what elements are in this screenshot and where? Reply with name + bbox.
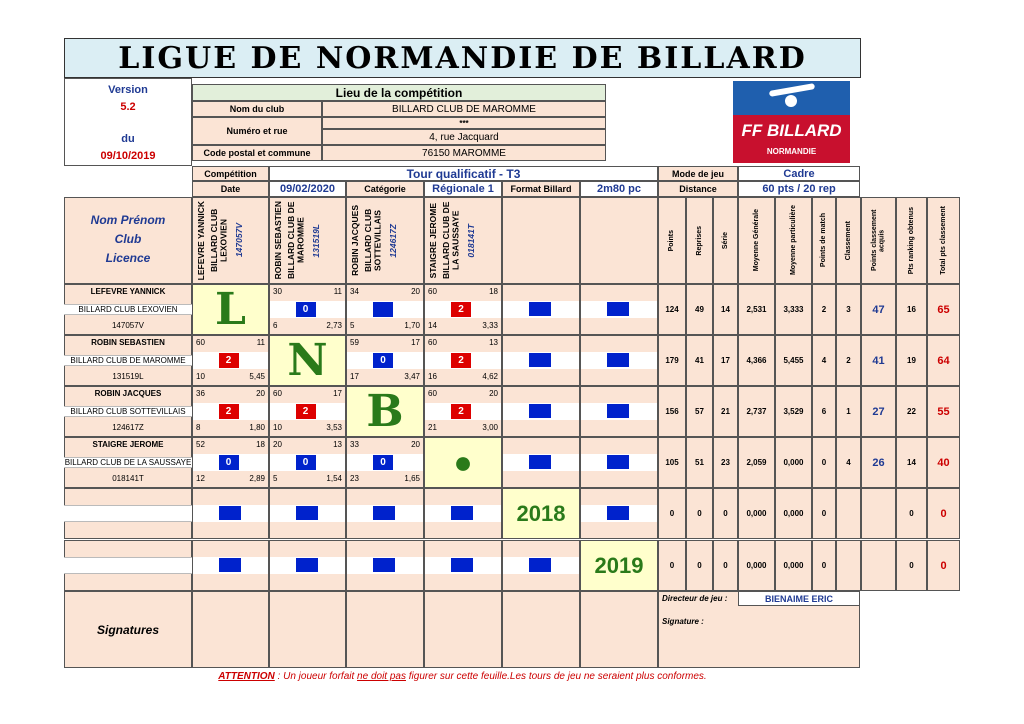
- stars: ***: [322, 117, 606, 129]
- competition-value: Tour qualificatif - T3: [269, 166, 658, 181]
- match-reprises: 11: [333, 287, 342, 296]
- match-points-box[interactable]: 0: [373, 353, 393, 368]
- player-header-line: Nom Prénom: [90, 213, 166, 227]
- match-points: 60: [196, 338, 205, 347]
- match-points: 20: [273, 440, 282, 449]
- match-reprises: 20: [411, 440, 420, 449]
- stat-cell-9: 0: [927, 488, 960, 539]
- match-points-box-empty[interactable]: [607, 404, 629, 418]
- match-cell-4-4: [502, 488, 580, 539]
- player-licence: 131519L: [112, 372, 144, 381]
- match-serie: 10: [273, 423, 282, 432]
- stat-cell-3: 2,737: [738, 386, 775, 437]
- signature-box-5[interactable]: [502, 591, 580, 668]
- opponent-header-2: [346, 197, 424, 284]
- warning-part-c: figurer sur cette feuille.Les tours de jeu ne seraient plus conformes.: [405, 671, 707, 682]
- rue-value: 4, rue Jacquard: [322, 129, 606, 145]
- match-points: 34: [350, 287, 359, 296]
- opponent-licence: 124617Z: [388, 223, 399, 258]
- stat-cell-5: 2: [812, 284, 836, 335]
- signature-label: Signature :: [662, 617, 704, 626]
- stat-header-text: Classement: [844, 220, 852, 261]
- match-reprises: 18: [489, 287, 498, 296]
- stat-header-text: Points: [668, 229, 676, 252]
- match-points-box-empty[interactable]: [529, 302, 551, 316]
- stat-cell-3: 2,059: [738, 437, 775, 488]
- match-points-box[interactable]: 2: [219, 353, 239, 368]
- match-serie: 14: [428, 321, 437, 330]
- player-name: ROBIN SEBASTIEN: [91, 338, 165, 347]
- empty-club-band: [64, 505, 192, 522]
- match-reprises: 13: [489, 338, 498, 347]
- match-points-box[interactable]: 0: [296, 455, 316, 470]
- stat-cell-7: [861, 540, 896, 591]
- stat-header-4: [775, 197, 812, 284]
- stat-cell-9: 40: [927, 437, 960, 488]
- stat-cell-1: 0: [686, 540, 713, 591]
- match-points-box-empty[interactable]: [451, 558, 473, 572]
- match-points-box[interactable]: 2: [219, 404, 239, 419]
- signature-box-2[interactable]: [269, 591, 346, 668]
- lieu-heading: Lieu de la compétition: [192, 84, 606, 101]
- match-points-box[interactable]: 0: [373, 455, 393, 470]
- diagonal-mark: N: [287, 335, 328, 386]
- player-licence: 018141T: [112, 474, 144, 483]
- match-points-box[interactable]: 0: [219, 455, 239, 470]
- stat-cell-5: 0: [812, 488, 836, 539]
- stat-cell-9: 55: [927, 386, 960, 437]
- stat-header-9: [927, 197, 960, 284]
- match-points-box-empty[interactable]: [607, 302, 629, 316]
- opponent-name: LEFEVRE YANNICK: [196, 200, 206, 281]
- signature-box-1[interactable]: [192, 591, 269, 668]
- page-title: LIGUE DE NORMANDIE DE BILLARD: [64, 38, 861, 78]
- diagonal-mark: 2019: [594, 552, 644, 578]
- match-points-box-empty[interactable]: [219, 506, 241, 520]
- match-reprises: 20: [256, 389, 265, 398]
- match-points: 36: [196, 389, 205, 398]
- player-licence: 124617Z: [112, 423, 144, 432]
- stat-header-text: Total pts classement: [939, 206, 947, 275]
- stat-cell-3: 4,366: [738, 335, 775, 386]
- player-name: LEFEVRE YANNICK: [90, 287, 166, 296]
- match-reprises: 13: [333, 440, 342, 449]
- directeur-value[interactable]: BIENAIME ERIC: [738, 591, 860, 606]
- stat-cell-7: 47: [861, 284, 896, 335]
- player-name: ROBIN JACQUES: [94, 389, 162, 398]
- stat-header-8: [896, 197, 927, 284]
- opponent-name: ROBIN JACQUES: [350, 205, 360, 276]
- rue-label: Numéro et rue: [192, 117, 322, 145]
- stat-header-text: Points de match: [820, 213, 828, 268]
- match-moyenne: 4,62: [482, 372, 498, 381]
- stat-cell-7: 27: [861, 386, 896, 437]
- stat-cell-6: 2: [836, 335, 861, 386]
- signature-box-6[interactable]: [580, 591, 658, 668]
- opponent-header-empty-1: [502, 197, 580, 284]
- signatures-label: Signatures: [64, 591, 192, 668]
- match-moyenne: 1,80: [249, 423, 265, 432]
- cat-label: Catégorie: [346, 181, 424, 197]
- match-cell-1-1: [269, 335, 346, 386]
- opponent-name: STAIGRE JEROME: [428, 202, 438, 279]
- stat-cell-8: 0: [896, 488, 927, 539]
- opponent-header-3: [424, 197, 502, 284]
- stat-cell-2: 17: [713, 335, 738, 386]
- diagonal-mark: L: [215, 284, 246, 335]
- stat-cell-4: 3,529: [775, 386, 812, 437]
- match-points-box-empty[interactable]: [451, 506, 473, 520]
- version-date: 09/10/2019: [100, 150, 156, 162]
- match-serie: 21: [428, 423, 437, 432]
- match-points-box[interactable]: 2: [451, 404, 471, 419]
- stat-cell-4: 0,000: [775, 540, 812, 591]
- stat-cell-5: 0: [812, 437, 836, 488]
- dist-value: 60 pts / 20 rep: [738, 181, 860, 197]
- match-serie: 23: [350, 474, 359, 483]
- warning-part-b: ne doit pas: [357, 671, 406, 682]
- player-header-line: Club: [114, 232, 142, 246]
- stat-cell-9: 65: [927, 284, 960, 335]
- ffbillard-logo: [733, 81, 850, 163]
- stat-cell-8: 22: [896, 386, 927, 437]
- date-label: Date: [192, 181, 269, 197]
- competition-label: Compétition: [192, 166, 269, 181]
- match-cell-0-0: [192, 284, 269, 335]
- match-points: 52: [196, 440, 205, 449]
- match-points-box-empty[interactable]: [529, 558, 551, 572]
- match-cell-3-3: [424, 437, 502, 488]
- version-du: du: [121, 133, 135, 145]
- match-serie: 12: [196, 474, 205, 483]
- stat-cell-2: 21: [713, 386, 738, 437]
- stat-cell-3: 2,531: [738, 284, 775, 335]
- stat-cell-5: 0: [812, 540, 836, 591]
- opponent-licence: 131519L: [311, 223, 322, 258]
- stat-cell-1: 0: [686, 488, 713, 539]
- match-moyenne: 3,33: [482, 321, 498, 330]
- date-value: 09/02/2020: [269, 181, 346, 197]
- stat-cell-5: 6: [812, 386, 836, 437]
- match-points-box[interactable]: 2: [451, 353, 471, 368]
- signature-box-3[interactable]: [346, 591, 424, 668]
- match-points: 60: [273, 389, 282, 398]
- format-value: 2m80 pc: [580, 181, 658, 197]
- match-points-box-empty[interactable]: [296, 558, 318, 572]
- match-reprises: 20: [489, 389, 498, 398]
- stat-header-1: [686, 197, 713, 284]
- match-points-box-empty[interactable]: [373, 558, 395, 572]
- stat-header-text: Points classement acquis: [870, 209, 886, 272]
- match-cell-5-5: [580, 540, 658, 591]
- stat-cell-9: 0: [927, 540, 960, 591]
- match-points-box-empty[interactable]: [607, 353, 629, 367]
- stat-cell-3: 0,000: [738, 488, 775, 539]
- match-reprises: 11: [256, 338, 265, 347]
- player-club: BILLARD CLUB SOTTEVILLAIS: [64, 406, 192, 417]
- stat-header-text: Pts ranking obtenus: [907, 206, 915, 275]
- stat-cell-1: 57: [686, 386, 713, 437]
- match-serie: 5: [350, 321, 355, 330]
- format-label: Format Billard: [502, 181, 580, 197]
- stat-cell-2: 0: [713, 540, 738, 591]
- club-value: BILLARD CLUB DE MAROMME: [322, 101, 606, 117]
- stat-header-text: Moyenne Générale: [752, 209, 760, 272]
- warning-part-a: : Un joueur forfait: [274, 671, 358, 682]
- player-name: STAIGRE JEROME: [92, 440, 164, 449]
- stat-header-3: [738, 197, 775, 284]
- stat-header-0: [658, 197, 686, 284]
- logo-text: FF BILLARD: [741, 121, 842, 140]
- match-points-box-empty[interactable]: [529, 455, 551, 469]
- match-points-box-empty[interactable]: [607, 506, 629, 520]
- opponent-club: BILLARD CLUB LEXOVIEN: [209, 208, 229, 273]
- match-points: 60: [428, 287, 437, 296]
- match-points: 33: [350, 440, 359, 449]
- opponent-header-1: [269, 197, 346, 284]
- diagonal-mark: B: [366, 386, 404, 437]
- stat-cell-0: 179: [658, 335, 686, 386]
- cp-label: Code postal et commune: [192, 145, 322, 161]
- opponent-header-0: [192, 197, 269, 284]
- stat-cell-7: 26: [861, 437, 896, 488]
- match-points-box-empty[interactable]: [219, 558, 241, 572]
- stat-cell-0: 0: [658, 488, 686, 539]
- stat-cell-1: 49: [686, 284, 713, 335]
- club-label: Nom du club: [192, 101, 322, 117]
- dist-label: Distance: [658, 181, 738, 197]
- match-serie: 10: [196, 372, 205, 381]
- match-points-box-empty[interactable]: [529, 404, 551, 418]
- opponent-club: BILLARD CLUB DE MAROMME: [286, 201, 306, 280]
- stat-header-2: [713, 197, 738, 284]
- player-header-line: Licence: [105, 251, 151, 265]
- stat-cell-8: 16: [896, 284, 927, 335]
- opponent-name: ROBIN SEBASTIEN: [273, 201, 283, 280]
- stat-header-text: Moyenne particulière: [789, 205, 797, 276]
- match-moyenne: 1,70: [404, 321, 420, 330]
- stat-cell-0: 124: [658, 284, 686, 335]
- stat-cell-2: 0: [713, 488, 738, 539]
- stat-cell-0: 105: [658, 437, 686, 488]
- player-club: BILLARD CLUB DE LA SAUSSAYE: [64, 458, 192, 467]
- stat-cell-2: 23: [713, 437, 738, 488]
- match-points-box-empty[interactable]: [296, 506, 318, 520]
- directeur-label: Directeur de jeu :: [662, 594, 728, 603]
- stat-header-text: Reprises: [695, 225, 703, 256]
- player-licence: 147057V: [111, 321, 145, 330]
- cp-value: 76150 MAROMME: [322, 145, 606, 161]
- stat-cell-7: [861, 488, 896, 539]
- opponent-licence: 018141T: [466, 223, 477, 258]
- stat-cell-4: 3,333: [775, 284, 812, 335]
- match-serie: 16: [428, 372, 437, 381]
- match-points-box[interactable]: 2: [296, 404, 316, 419]
- signature-box-4[interactable]: [424, 591, 502, 668]
- stat-cell-0: 0: [658, 540, 686, 591]
- match-points-box-empty[interactable]: [529, 353, 551, 367]
- player-club: BILLARD CLUB DE MAROMME: [64, 355, 192, 366]
- stat-cell-6: [836, 540, 861, 591]
- cat-value: Régionale 1: [424, 181, 502, 197]
- match-points: 30: [273, 287, 282, 296]
- stat-cell-3: 0,000: [738, 540, 775, 591]
- opponent-club: BILLARD CLUB DE LA SAUSSAYE: [441, 201, 461, 280]
- stat-cell-6: [836, 488, 861, 539]
- version-label: Version: [108, 84, 148, 96]
- attention-note: [64, 671, 861, 682]
- stat-cell-6: 1: [836, 386, 861, 437]
- stat-cell-7: 41: [861, 335, 896, 386]
- stat-header-6: [836, 197, 861, 284]
- stat-cell-2: 14: [713, 284, 738, 335]
- stat-cell-4: 5,455: [775, 335, 812, 386]
- match-moyenne: 2,89: [249, 474, 265, 483]
- empty-club-band: [64, 557, 192, 574]
- match-moyenne: 5,45: [249, 372, 265, 381]
- attention-word: ATTENTION: [218, 671, 275, 682]
- match-cell-2-2: [346, 386, 424, 437]
- stat-cell-8: 19: [896, 335, 927, 386]
- stat-cell-1: 51: [686, 437, 713, 488]
- player-icon: [785, 95, 797, 107]
- stat-cell-5: 4: [812, 335, 836, 386]
- match-serie: 6: [273, 321, 278, 330]
- stat-cell-6: 3: [836, 284, 861, 335]
- stat-header-5: [812, 197, 836, 284]
- match-reprises: 20: [411, 287, 420, 296]
- stat-cell-6: 4: [836, 437, 861, 488]
- diagonal-mark: ●: [453, 444, 473, 480]
- match-points: 60: [428, 338, 437, 347]
- match-moyenne: 3,00: [482, 423, 498, 432]
- version-number: 5.2: [120, 101, 136, 113]
- player-club: BILLARD CLUB LEXOVIEN: [64, 304, 192, 315]
- stat-cell-9: 64: [927, 335, 960, 386]
- diagonal-mark: 2018: [516, 500, 566, 526]
- match-serie: 17: [350, 372, 359, 381]
- stat-cell-8: 14: [896, 437, 927, 488]
- match-reprises: 17: [333, 389, 342, 398]
- match-moyenne: 1,65: [404, 474, 420, 483]
- stat-header-text: Série: [721, 231, 729, 250]
- match-reprises: 17: [411, 338, 420, 347]
- match-points-box-empty[interactable]: [373, 506, 395, 520]
- opponent-header-empty-2: [580, 197, 658, 284]
- opponent-licence: 147057V: [234, 223, 245, 258]
- stat-cell-1: 41: [686, 335, 713, 386]
- match-moyenne: 1,54: [326, 474, 342, 483]
- logo-region: NORMANDIE: [766, 147, 817, 156]
- match-serie: 5: [273, 474, 278, 483]
- match-points-box-empty[interactable]: [607, 455, 629, 469]
- match-points: 60: [428, 389, 437, 398]
- stat-cell-4: 0,000: [775, 437, 812, 488]
- match-reprises: 18: [256, 440, 265, 449]
- mode-label: Mode de jeu: [658, 166, 738, 181]
- stat-cell-0: 156: [658, 386, 686, 437]
- opponent-club: BILLARD CLUB SOTTEVILLAIS: [363, 208, 383, 273]
- match-serie: 8: [196, 423, 201, 432]
- match-points: 59: [350, 338, 359, 347]
- stat-header-7: [861, 197, 896, 284]
- match-points-box[interactable]: 0: [296, 302, 316, 317]
- match-moyenne: 3,53: [326, 423, 342, 432]
- match-moyenne: 2,73: [326, 321, 342, 330]
- match-moyenne: 3,47: [404, 372, 420, 381]
- mode-value: Cadre: [738, 166, 860, 181]
- match-points-box[interactable]: 2: [451, 302, 471, 317]
- stat-cell-8: 0: [896, 540, 927, 591]
- stat-cell-4: 0,000: [775, 488, 812, 539]
- match-points-box[interactable]: [373, 302, 393, 317]
